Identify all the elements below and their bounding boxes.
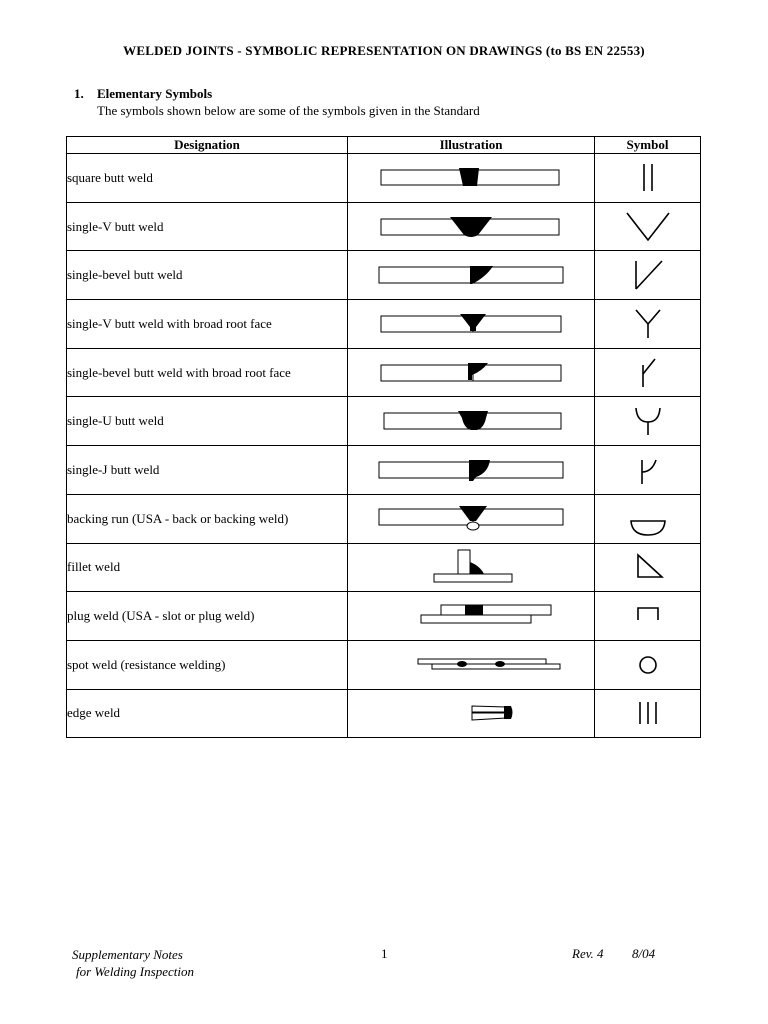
- spot-weld-symbol: [628, 647, 668, 683]
- table-row: [67, 640, 701, 689]
- table-row: [67, 397, 701, 446]
- backing-run-symbol: [625, 501, 671, 537]
- plug-weld-symbol: [628, 598, 668, 634]
- table-header-row: [67, 137, 701, 154]
- page-footer: [0, 946, 768, 986]
- fillet-weld-illustration: [376, 549, 566, 585]
- single-bevel-broad-root-illustration: [376, 361, 566, 385]
- designation-cell: single-U butt weld: [67, 397, 348, 446]
- section-intro: The symbols shown below are some of the symbols given in the Standard: [97, 103, 480, 118]
- designation-cell: edge weld: [67, 689, 348, 738]
- single-v-butt-weld-illustration: [376, 214, 566, 240]
- section-number: 1.: [74, 86, 84, 101]
- weld-symbols-table: [66, 136, 701, 738]
- single-bevel-butt-weld-illustration: [376, 263, 566, 287]
- table-row: [67, 689, 701, 738]
- square-butt-weld-illustration: [376, 167, 566, 189]
- table-row: [67, 251, 701, 300]
- designation-cell: single-J butt weld: [67, 446, 348, 495]
- table-row: [67, 202, 701, 251]
- header-symbol: Symbol: [595, 137, 701, 154]
- section-heading-text: Elementary Symbols: [97, 86, 213, 101]
- header-designation: Designation: [67, 137, 348, 154]
- document-title: WELDED JOINTS - SYMBOLIC REPRESENTATION ON DRAWINGS (to BS EN 22553): [123, 43, 645, 58]
- designation-cell: single-bevel butt weld: [67, 251, 348, 300]
- single-j-symbol: [628, 452, 668, 488]
- single-v-symbol: [622, 209, 674, 245]
- square-butt-symbol: [628, 161, 668, 195]
- page-number: 1: [381, 946, 388, 961]
- edge-weld-symbol: [628, 695, 668, 731]
- table-row: [67, 300, 701, 349]
- designation-cell: plug weld (USA - slot or plug weld): [67, 592, 348, 641]
- backing-run-illustration: [376, 504, 566, 534]
- designation-cell: fillet weld: [67, 543, 348, 592]
- fillet-weld-symbol: [628, 549, 668, 585]
- single-j-butt-weld-illustration: [376, 457, 566, 483]
- single-u-butt-weld-illustration: [376, 408, 566, 434]
- single-bevel-broad-root-symbol: [628, 355, 668, 391]
- table-row: [67, 494, 701, 543]
- single-u-symbol: [628, 403, 668, 439]
- single-v-broad-root-illustration: [376, 312, 566, 336]
- single-v-broad-root-symbol: [628, 306, 668, 342]
- revision-date: 8/04: [632, 946, 656, 961]
- designation-cell: single-V butt weld with broad root face: [67, 300, 348, 349]
- table-row: [67, 446, 701, 495]
- designation-cell: single-bevel butt weld with broad root face: [67, 348, 348, 397]
- plug-weld-illustration: [376, 601, 566, 631]
- revision: Rev. 4: [572, 946, 604, 961]
- spot-weld-illustration: [376, 655, 566, 675]
- footer-line1: Supplementary Notes: [72, 947, 183, 962]
- single-bevel-symbol: [628, 257, 668, 293]
- designation-cell: single-V butt weld: [67, 202, 348, 251]
- section-heading: [74, 86, 212, 102]
- footer-line2: for Welding Inspection: [76, 964, 194, 979]
- table-row: [67, 154, 701, 203]
- table-row: [67, 543, 701, 592]
- edge-weld-illustration: [376, 703, 566, 723]
- designation-cell: backing run (USA - back or backing weld): [67, 494, 348, 543]
- header-illustration: Illustration: [348, 137, 595, 154]
- designation-cell: square butt weld: [67, 154, 348, 203]
- designation-cell: spot weld (resistance welding): [67, 640, 348, 689]
- footer-doc-title: [72, 946, 194, 980]
- table-row: [67, 592, 701, 641]
- table-row: [67, 348, 701, 397]
